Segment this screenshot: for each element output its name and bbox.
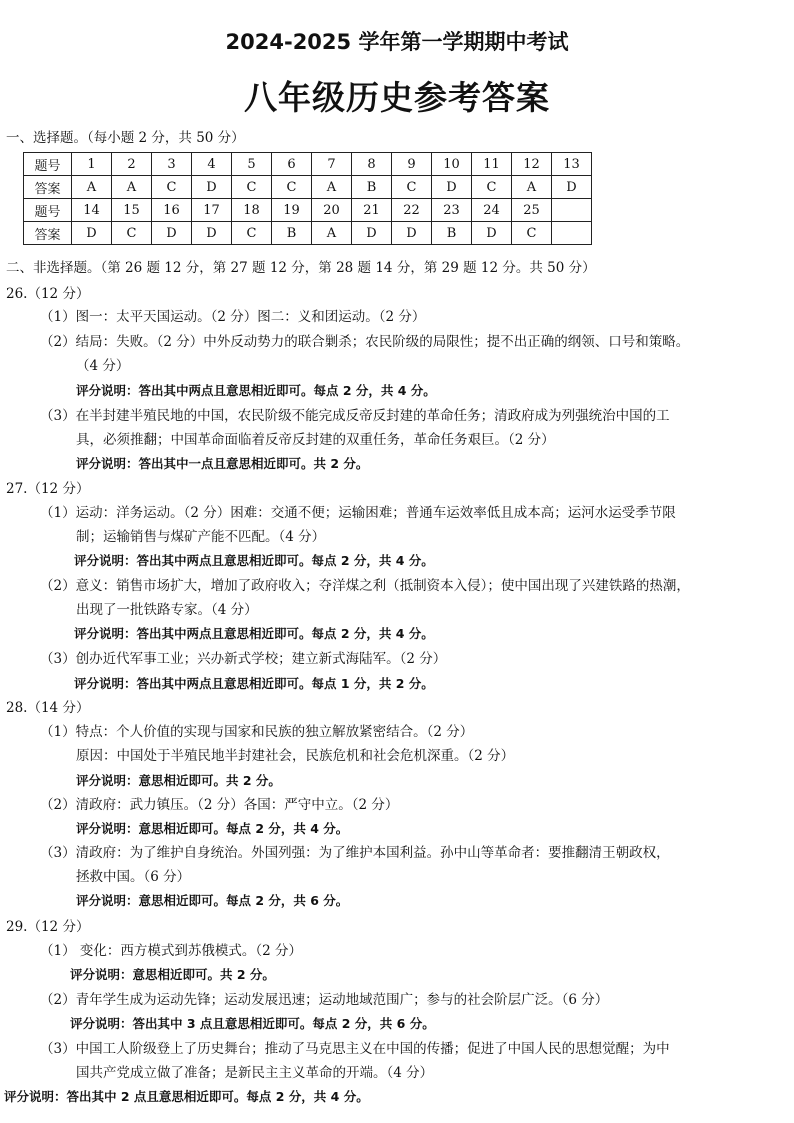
table-cell: 24 (472, 199, 512, 222)
table-cell: 10 (432, 153, 472, 176)
q26-note-3: 评分说明：答出其中一点且意思相近即可。共 2 分。 (76, 456, 369, 471)
table-cell: 6 (272, 153, 312, 176)
table-row (24, 176, 592, 199)
table-cell: 16 (152, 199, 192, 222)
q29-answer-1: （1） 变化：西方模式到苏俄模式。（2 分） (40, 943, 303, 959)
q27-answer-3: （3）创办近代军事工业；兴办新式学校；建立新式海陆军。（2 分） (40, 651, 447, 667)
table-cell: B (352, 176, 392, 199)
q27-note-1: 评分说明：答出其中两点且意思相近即可。每点 2 分，共 4 分。 (74, 553, 434, 568)
answer-label: 答案 (24, 222, 72, 245)
q27-answer-1: （1）运动：洋务运动。（2 分）困难：交通不便；运输困难；普通车运效率低且成本高；运河水运受季节限 (40, 505, 676, 521)
q29-note-2: 评分说明：答出其中 3 点且意思相近即可。每点 2 分，共 6 分。 (70, 1016, 435, 1031)
table-cell: A (112, 176, 152, 199)
q26-answer-2-cont: （4 分） (76, 358, 130, 374)
table-cell: B (432, 222, 472, 245)
q27-title: 27.（12 分） (6, 481, 90, 497)
q29-title: 29.（12 分） (6, 919, 90, 935)
table-cell (552, 222, 592, 245)
q27-answer-2: （2）意义：销售市场扩大，增加了政府收入；夺洋煤之利（抵制资本入侵）；使中国出现了兴建铁路的热潮， (40, 578, 690, 594)
table-cell: 7 (312, 153, 352, 176)
table-cell: 3 (152, 153, 192, 176)
q28-title: 28.（14 分） (6, 700, 90, 716)
part2-heading: 二、非选择题。（第 26 题 12 分，第 27 题 12 分，第 28 题 14 分，第 29 题 12 分。共 50 分） (6, 260, 596, 276)
table-row (24, 222, 592, 245)
q26-answer-2: （2）结局：失败。（2 分）中外反动势力的联合剿杀；农民阶级的局限性；提不出正确的纲领、口号和策略。 (40, 334, 690, 350)
table-cell: D (472, 222, 512, 245)
table-cell (552, 199, 592, 222)
question-label: 题号 (24, 153, 72, 176)
q28-answer-1: （1）特点：个人价值的实现与国家和民族的独立解放紧密结合。（2 分） (40, 724, 474, 740)
table-cell: 1 (72, 153, 112, 176)
table-cell: 14 (72, 199, 112, 222)
table-cell: 15 (112, 199, 152, 222)
table-cell: D (192, 222, 232, 245)
q29-answer-3: （3）中国工人阶级登上了历史舞台；推动了马克思主义在中国的传播；促进了中国人民的思想觉醒；为中 (40, 1041, 670, 1057)
table-cell: D (352, 222, 392, 245)
table-cell: C (472, 176, 512, 199)
table-cell: D (432, 176, 472, 199)
q27-note-2: 评分说明：答出其中两点且意思相近即可。每点 2 分，共 4 分。 (74, 626, 434, 641)
q28-answer-3: （3）清政府：为了维护自身统治。外国列强：为了维护本国利益。孙中山等革命者：要推翻清王朝政权， (40, 845, 670, 861)
q29-answer-2: （2）青年学生成为运动先锋；运动发展迅速；运动地域范围广；参与的社会阶层广泛。（6 分） (40, 992, 609, 1008)
question-label: 题号 (24, 199, 72, 222)
table-cell: 25 (512, 199, 552, 222)
q28-answer-3-cont: 拯救中国。（6 分） (76, 869, 191, 885)
table-cell: C (152, 176, 192, 199)
q29-note-3: 评分说明：答出其中 2 点且意思相近即可。每点 2 分，共 4 分。 (4, 1089, 369, 1104)
table-row (24, 199, 592, 222)
table-cell: 13 (552, 153, 592, 176)
table-cell: C (392, 176, 432, 199)
table-cell: A (312, 222, 352, 245)
table-cell: D (552, 176, 592, 199)
table-cell: 20 (312, 199, 352, 222)
table-cell: A (512, 176, 552, 199)
table-cell: C (232, 176, 272, 199)
table-cell: C (512, 222, 552, 245)
q29-note-1: 评分说明：意思相近即可。共 2 分。 (70, 967, 275, 982)
table-cell: 17 (192, 199, 232, 222)
answer-table (23, 152, 592, 245)
exam-title: 2024-2025 学年第一学期期中考试 (225, 30, 569, 54)
q26-title: 26.（12 分） (6, 286, 90, 302)
table-cell: D (152, 222, 192, 245)
q27-note-3: 评分说明：答出其中两点且意思相近即可。每点 1 分，共 2 分。 (74, 676, 434, 691)
table-cell: 11 (472, 153, 512, 176)
q28-note-1: 评分说明：意思相近即可。共 2 分。 (76, 773, 281, 788)
table-cell: D (72, 222, 112, 245)
q26-answer-3-cont: 具，必须推翻；中国革命面临着反帝反封建的双重任务，革命任务艰巨。（2 分） (76, 432, 555, 448)
q28-note-3: 评分说明：意思相近即可。每点 2 分，共 6 分。 (76, 893, 349, 908)
table-cell: 4 (192, 153, 232, 176)
table-cell: 12 (512, 153, 552, 176)
table-cell: 19 (272, 199, 312, 222)
q28-answer-1-cont: 原因：中国处于半殖民地半封建社会，民族危机和社会危机深重。（2 分） (76, 748, 515, 764)
q27-answer-1-cont: 制；运输销售与煤矿产能不匹配。（4 分） (76, 529, 326, 545)
q29-answer-3-cont: 国共产党成立做了准备；是新民主主义革命的开端。（4 分） (76, 1065, 434, 1081)
table-cell: 2 (112, 153, 152, 176)
q26-note-2: 评分说明：答出其中两点且意思相近即可。每点 2 分，共 4 分。 (76, 383, 436, 398)
part1-heading: 一、选择题。（每小题 2 分，共 50 分） (6, 130, 245, 146)
table-cell: 21 (352, 199, 392, 222)
table-cell: A (72, 176, 112, 199)
table-cell: 9 (392, 153, 432, 176)
table-cell: 8 (352, 153, 392, 176)
table-cell: D (392, 222, 432, 245)
table-cell: 18 (232, 199, 272, 222)
q28-note-2: 评分说明：意思相近即可。每点 2 分，共 4 分。 (76, 821, 349, 836)
table-cell: B (272, 222, 312, 245)
q28-answer-2: （2）清政府：武力镇压。（2 分）各国：严守中立。（2 分） (40, 797, 399, 813)
table-cell: A (312, 176, 352, 199)
table-row (24, 153, 592, 176)
table-cell: 23 (432, 199, 472, 222)
answer-label: 答案 (24, 176, 72, 199)
table-cell: 22 (392, 199, 432, 222)
q27-answer-2-cont: 出现了一批铁路专家。（4 分） (76, 602, 258, 618)
table-cell: 5 (232, 153, 272, 176)
table-cell: C (232, 222, 272, 245)
table-cell: C (272, 176, 312, 199)
q26-answer-1: （1）图一：太平天国运动。（2 分）图二：义和团运动。（2 分） (40, 309, 426, 325)
document-title: 八年级历史参考答案 (244, 78, 550, 117)
table-cell: D (192, 176, 232, 199)
q26-answer-3: （3）在半封建半殖民地的中国，农民阶级不能完成反帝反封建的革命任务；清政府成为列强统治中国的工 (40, 408, 670, 424)
table-cell: C (112, 222, 152, 245)
